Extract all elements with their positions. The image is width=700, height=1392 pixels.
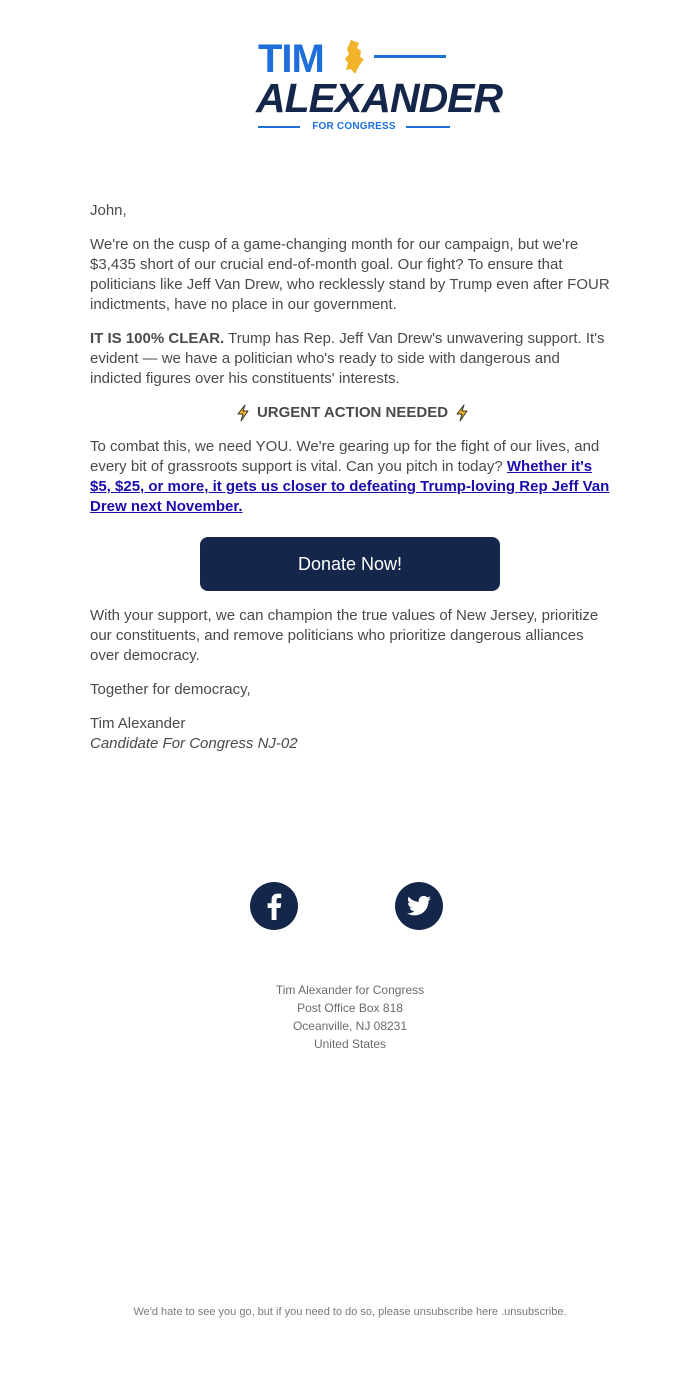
twitter-icon — [395, 882, 443, 930]
unsubscribe-text[interactable]: We'd hate to see you go, but if you need to do so, please unsubscribe here .unsubscribe. — [133, 1306, 567, 1318]
logo-rule — [374, 55, 446, 58]
urgent-heading — [90, 403, 615, 423]
logo-rule — [258, 126, 300, 128]
paragraph-goal: We're on the cusp of a game-changing month for our campaign, but we're $3,435 short of our crucial end-of-month goal. Our fight? To ensure that politicians like Jeff Van Drew, who recklessly stand by Trump even after FOUR indictments, have no place in our government. — [90, 236, 610, 313]
lightning-icon — [235, 404, 251, 422]
logo-tagline: FOR CONGRESS — [312, 121, 396, 132]
footer-address — [0, 981, 700, 1053]
new-jersey-state-icon — [343, 39, 367, 75]
footer-country: United States — [313, 1037, 387, 1051]
donate-link[interactable]: Whether it's $5, $25, or more, it gets us closer to defeating Trump-loving Rep Jeff Van Drew next November. — [90, 458, 610, 515]
logo-rule — [406, 126, 450, 128]
signature — [90, 714, 615, 754]
donate-button-container — [200, 537, 500, 591]
letter-body-closing — [90, 606, 615, 768]
paragraph-support: With your support, we can champion the true values of New Jersey, prioritize our constituents, and remove politicians who prioritize dangerous alliances over democracy. — [90, 607, 599, 664]
paragraph-clear — [90, 329, 615, 389]
signature-name: Tim Alexander — [90, 715, 186, 732]
signature-title: Candidate For Congress NJ-02 — [90, 735, 298, 752]
twitter-link[interactable] — [395, 882, 443, 930]
paragraph-pitch — [90, 437, 615, 517]
closing-line: Together for democracy, — [90, 681, 251, 698]
footer-org: Tim Alexander for Congress — [275, 983, 425, 997]
greeting: John, — [90, 202, 127, 219]
facebook-icon — [250, 882, 298, 930]
emphasis-text: IT IS 100% CLEAR. — [90, 330, 225, 347]
urgent-text: URGENT ACTION NEEDED — [256, 404, 449, 421]
logo-first-name: TIM — [258, 37, 324, 81]
letter-body — [90, 201, 615, 531]
donate-button[interactable]: Donate Now! — [200, 537, 500, 591]
lightning-icon — [454, 404, 470, 422]
footer-address-line: Post Office Box 818 — [297, 1001, 403, 1015]
footer-address-line: Oceanville, NJ 08231 — [292, 1019, 408, 1033]
paragraph-clear-text: Trump has Rep. Jeff Van Drew's unwavering support. It's evident — we have a politician who's ready to side with dangerous and indicted figures over his constituents' interests. — [90, 330, 605, 387]
facebook-link[interactable] — [250, 882, 298, 930]
campaign-logo — [256, 37, 503, 138]
logo-last-name: ALEXANDER — [256, 75, 503, 121]
paragraph-pitch-text: To combat this, we need YOU. We're gearing up for the fight of our lives, and every bit of grassroots support is vital. Can you pitch in today? — [90, 438, 600, 475]
